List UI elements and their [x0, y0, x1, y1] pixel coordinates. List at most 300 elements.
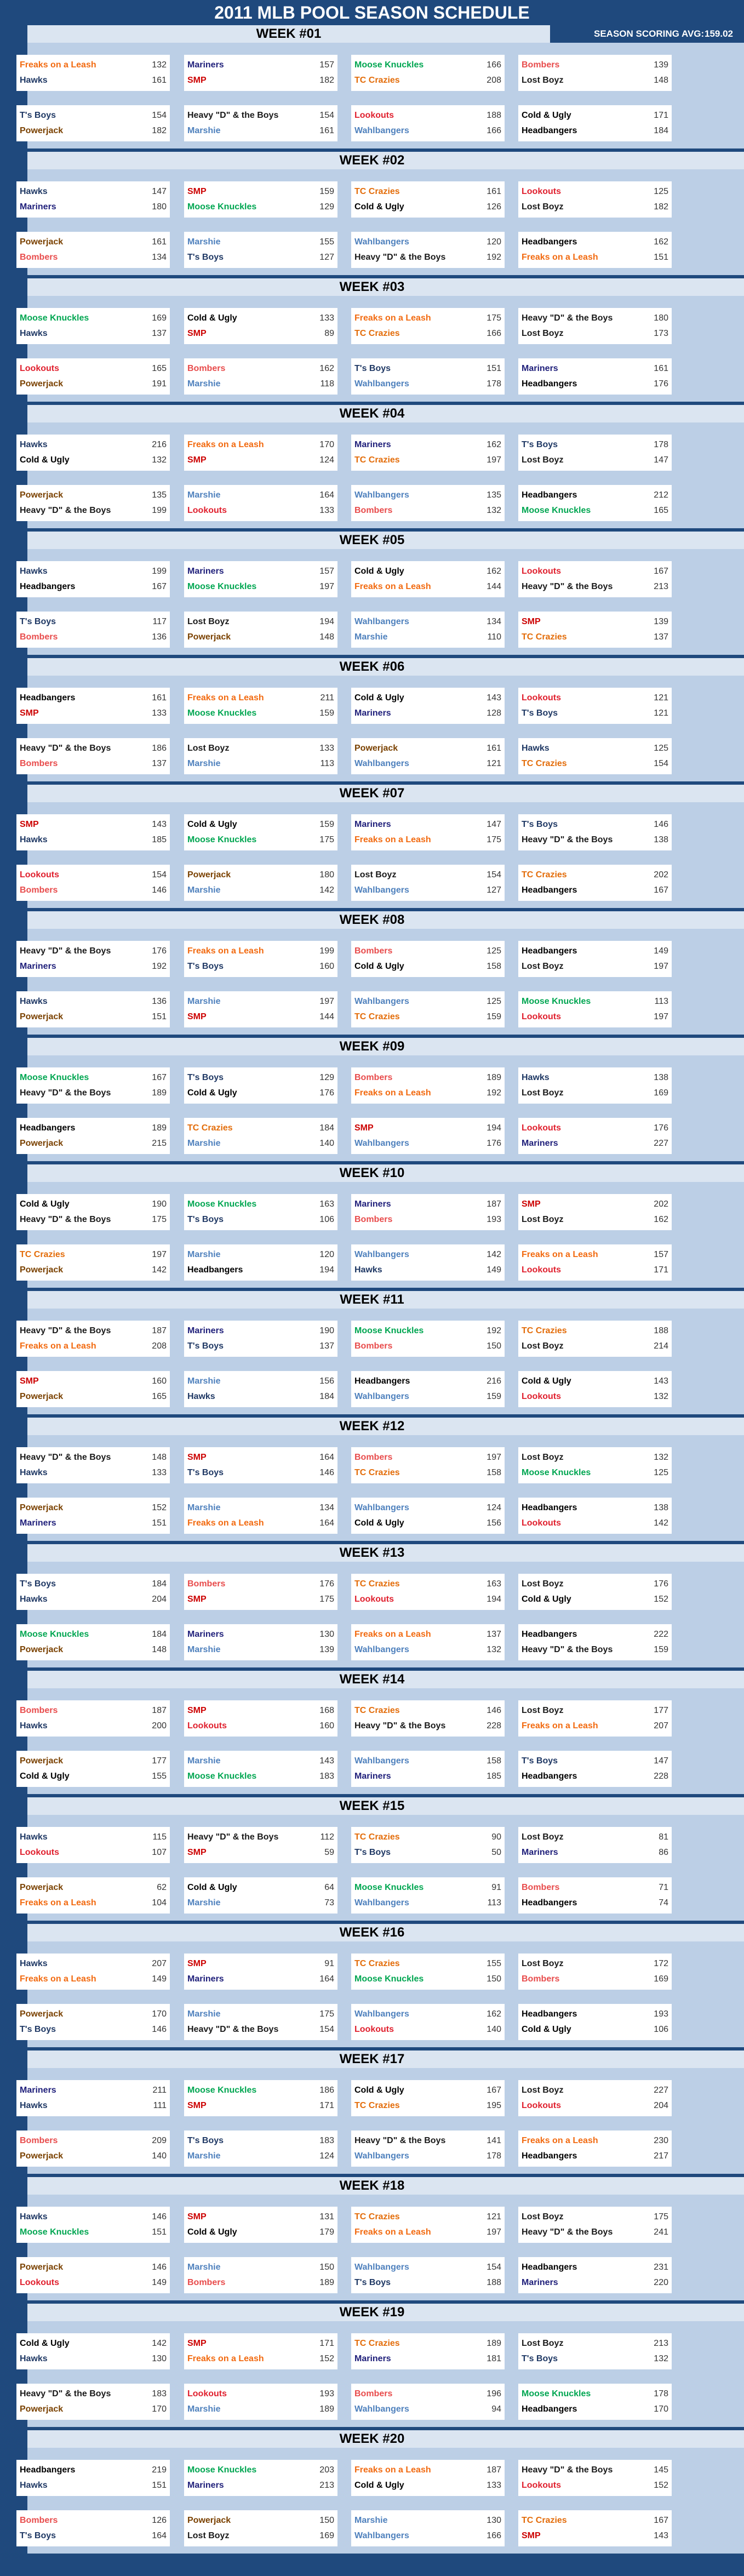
team-name: SMP — [20, 820, 39, 829]
matchup-row — [522, 2351, 668, 2367]
team-score: 130 — [152, 2354, 167, 2363]
matchup-card — [184, 2257, 337, 2293]
team-name: Heavy "D" & the Boys — [20, 744, 111, 753]
team-name: Powerjack — [20, 1756, 64, 1766]
team-score: 133 — [319, 744, 334, 753]
team-name: Wahlbangers — [354, 237, 409, 247]
team-name: TC Crazies — [354, 2101, 400, 2110]
team-score: 176 — [487, 1139, 501, 1148]
team-score: 203 — [319, 2465, 334, 2475]
matchup-row — [187, 564, 334, 579]
matchup-row — [187, 311, 334, 326]
team-name: TC Crazies — [20, 1250, 65, 1259]
team-score: 180 — [152, 202, 167, 212]
matchup-row — [354, 1845, 501, 1860]
team-name: T's Boys — [522, 1756, 558, 1766]
team-name: Headbangers — [522, 2151, 577, 2161]
team-score: 147 — [152, 187, 167, 196]
week-header: WEEK #04 — [27, 405, 744, 422]
team-score: 183 — [152, 2389, 167, 2398]
matchup-card — [16, 1118, 170, 1154]
matchup-row — [20, 1642, 167, 1658]
team-name: Mariners — [354, 2354, 391, 2363]
matchup-card — [16, 1067, 170, 1104]
team-score: 137 — [152, 759, 167, 768]
matchup-card — [351, 688, 505, 724]
team-name: SMP — [187, 455, 207, 465]
matchup-row — [20, 2513, 167, 2528]
team-score: 178 — [487, 379, 501, 389]
team-name: Bombers — [187, 364, 226, 373]
team-score: 121 — [654, 709, 668, 718]
matchup-row — [20, 235, 167, 250]
matchup-card — [351, 1954, 505, 1990]
team-score: 179 — [319, 2227, 334, 2237]
matchup-card — [351, 2257, 505, 2293]
matchup-row — [187, 2336, 334, 2351]
matchup-row — [20, 630, 167, 645]
matchup-row — [20, 453, 167, 468]
team-score: 167 — [152, 1073, 167, 1082]
team-score: 151 — [152, 2227, 167, 2237]
team-name: Lookouts — [20, 2278, 59, 2287]
matchup-row — [522, 1627, 668, 1642]
team-name: Wahlbangers — [354, 490, 409, 500]
team-name: Freaks on a Leash — [354, 1088, 431, 1098]
team-name: Mariners — [354, 820, 391, 829]
matchup-card — [351, 561, 505, 597]
team-name: Lost Boyz — [522, 1959, 564, 1968]
team-name: Lost Boyz — [522, 1579, 564, 1589]
matchup-card — [184, 2207, 337, 2243]
team-name: Lookouts — [522, 1392, 561, 1401]
team-name: TC Crazies — [354, 455, 400, 465]
matchup-row — [20, 58, 167, 73]
team-score: 141 — [487, 2136, 501, 2145]
team-score: 172 — [654, 1959, 668, 1968]
matchup-row — [20, 2133, 167, 2149]
team-score: 164 — [152, 2531, 167, 2540]
matchup-card — [16, 181, 170, 218]
team-name: Lookouts — [522, 693, 561, 702]
team-name: Marshie — [187, 1376, 221, 1386]
team-name: Bombers — [522, 1974, 560, 1984]
team-name: Moose Knuckles — [20, 2227, 89, 2237]
team-name: Heavy "D" & the Boys — [522, 582, 613, 591]
team-score: 169 — [654, 1974, 668, 1984]
matchup-row — [522, 1070, 668, 1086]
matchup-row — [187, 2478, 334, 2493]
team-score: 208 — [152, 1341, 167, 1351]
team-name: Wahlbangers — [354, 2009, 409, 2019]
team-score: 228 — [654, 1772, 668, 1781]
matchup-row — [522, 690, 668, 706]
matchup-row — [354, 199, 501, 215]
team-name: Moose Knuckles — [187, 582, 257, 591]
team-score: 111 — [153, 2101, 167, 2110]
team-score: 138 — [654, 1503, 668, 1512]
team-score: 134 — [152, 253, 167, 262]
team-name: Cold & Ugly — [20, 455, 70, 465]
team-name: T's Boys — [20, 2531, 56, 2540]
team-score: 137 — [654, 632, 668, 642]
matchup-card — [16, 1624, 170, 1660]
team-name: SMP — [20, 709, 39, 718]
team-score: 89 — [324, 329, 334, 338]
team-name: Powerjack — [187, 870, 231, 879]
team-name: Cold & Ugly — [187, 1883, 237, 1892]
matchup-row — [354, 73, 501, 88]
team-score: 159 — [487, 1392, 501, 1401]
team-score: 155 — [319, 237, 334, 247]
matchup-row — [187, 2386, 334, 2402]
team-score: 177 — [654, 1706, 668, 1715]
team-score: 166 — [487, 329, 501, 338]
team-name: T's Boys — [187, 1073, 224, 1082]
team-score: 200 — [152, 1721, 167, 1730]
matchup-row — [522, 2098, 668, 2114]
matchup-card — [351, 2131, 505, 2167]
matchup-row — [20, 1516, 167, 1531]
matchup-row — [354, 2513, 501, 2528]
team-score: 94 — [491, 2404, 501, 2414]
team-name: Powerjack — [20, 1265, 64, 1275]
matchup-card — [518, 181, 672, 218]
team-name: Wahlbangers — [354, 1756, 409, 1766]
matchup-card — [184, 485, 337, 521]
matchup-row — [354, 1009, 501, 1025]
team-score: 124 — [319, 2151, 334, 2161]
team-score: 121 — [487, 2212, 501, 2221]
matchup-card — [518, 865, 672, 901]
week-header: WEEK #08 — [27, 911, 744, 929]
team-score: 64 — [324, 1883, 334, 1892]
team-score: 115 — [152, 1832, 167, 1842]
team-name: Hawks — [20, 2212, 48, 2221]
team-name: Freaks on a Leash — [187, 1518, 264, 1528]
team-name: SMP — [20, 1376, 39, 1386]
matchup-row — [187, 1009, 334, 1025]
team-score: 151 — [152, 1012, 167, 1021]
matchup-row — [20, 437, 167, 453]
team-name: Hawks — [20, 1595, 48, 1604]
week-header: WEEK #01 — [27, 25, 550, 43]
matchup-row — [187, 2007, 334, 2022]
team-score: 213 — [654, 2339, 668, 2348]
matchup-row — [522, 199, 668, 215]
team-name: Cold & Ugly — [354, 1518, 404, 1528]
team-score: 168 — [319, 1706, 334, 1715]
matchup-row — [522, 1845, 668, 1860]
matchup-card — [184, 738, 337, 774]
team-name: Wahlbangers — [354, 1392, 409, 1401]
team-name: Bombers — [354, 1341, 393, 1351]
team-name: Marshie — [187, 1250, 221, 1259]
team-score: 155 — [152, 1772, 167, 1781]
matchup-row — [20, 1086, 167, 1101]
team-score: 169 — [319, 2531, 334, 2540]
week-header: WEEK #11 — [27, 1291, 744, 1309]
matchup-row — [522, 2260, 668, 2275]
team-name: Marshie — [187, 2404, 221, 2414]
team-score: 164 — [319, 1453, 334, 1462]
team-score: 185 — [152, 835, 167, 844]
matchup-row — [522, 1642, 668, 1658]
team-score: 215 — [152, 1139, 167, 1148]
team-name: Hawks — [20, 76, 48, 85]
team-score: 125 — [654, 187, 668, 196]
matchup-row — [20, 564, 167, 579]
team-name: Headbangers — [522, 946, 577, 956]
team-score: 161 — [487, 744, 501, 753]
matchup-card — [518, 105, 672, 141]
matchup-row — [187, 883, 334, 898]
team-name: Freaks on a Leash — [187, 693, 264, 702]
matchup-card — [184, 232, 337, 268]
matchup-card — [518, 1624, 672, 1660]
team-name: Lookouts — [187, 1721, 227, 1730]
team-score: 143 — [654, 2531, 668, 2540]
matchup-row — [187, 817, 334, 832]
matchup-row — [354, 832, 501, 848]
team-score: 166 — [487, 2531, 501, 2540]
team-name: Hawks — [522, 744, 550, 753]
team-score: 146 — [152, 2025, 167, 2034]
team-score: 167 — [152, 582, 167, 591]
team-score: 157 — [654, 1250, 668, 1259]
matchup-row — [354, 1374, 501, 1389]
team-name: TC Crazies — [354, 2212, 400, 2221]
matchup-card — [16, 941, 170, 977]
team-name: Heavy "D" & the Boys — [354, 253, 446, 262]
matchup-row — [522, 1136, 668, 1151]
team-score: 189 — [152, 1088, 167, 1098]
team-name: Lost Boyz — [522, 2212, 564, 2221]
matchup-row — [20, 1197, 167, 1212]
matchup-row — [522, 756, 668, 772]
team-name: Freaks on a Leash — [20, 60, 96, 70]
team-score: 160 — [152, 1376, 167, 1386]
matchup-row — [20, 959, 167, 974]
matchup-row — [20, 1769, 167, 1784]
team-name: Cold & Ugly — [354, 567, 404, 576]
matchup-row — [354, 1642, 501, 1658]
matchup-card — [184, 2333, 337, 2369]
matchup-row — [20, 1136, 167, 1151]
team-score: 143 — [654, 1376, 668, 1386]
team-score: 191 — [152, 379, 167, 389]
matchup-row — [354, 1753, 501, 1769]
team-score: 211 — [320, 693, 334, 702]
team-name: Lookouts — [522, 2481, 561, 2490]
matchup-row — [522, 488, 668, 503]
matchup-row — [522, 1500, 668, 1516]
team-name: T's Boys — [187, 1215, 224, 1224]
matchup-row — [522, 1880, 668, 1895]
team-score: 197 — [487, 455, 501, 465]
matchup-row — [354, 1389, 501, 1404]
team-score: 178 — [654, 2389, 668, 2398]
team-score: 125 — [654, 744, 668, 753]
team-name: Freaks on a Leash — [522, 2136, 598, 2145]
team-score: 137 — [152, 329, 167, 338]
matchup-card — [184, 688, 337, 724]
page-title: 2011 MLB POOL SEASON SCHEDULE — [214, 3, 530, 22]
matchup-row — [354, 944, 501, 959]
team-score: 150 — [319, 2263, 334, 2272]
matchup-card — [518, 1447, 672, 1483]
matchup-row — [522, 2209, 668, 2225]
week-block — [20, 1164, 744, 1288]
matchup-row — [187, 944, 334, 959]
team-name: Heavy "D" & the Boys — [20, 1215, 111, 1224]
team-name: Bombers — [20, 2136, 58, 2145]
matchup-row — [20, 1247, 167, 1263]
team-score: 113 — [487, 1898, 501, 1907]
team-name: Headbangers — [20, 693, 76, 702]
team-score: 130 — [487, 2516, 501, 2525]
week-block — [20, 152, 744, 275]
team-score: 193 — [654, 2009, 668, 2019]
team-name: Headbangers — [522, 237, 577, 247]
team-name: Hawks — [20, 440, 48, 449]
matchup-card — [518, 1371, 672, 1407]
matchup-row — [20, 1009, 167, 1025]
matchup-row — [20, 250, 167, 265]
week-header: WEEK #05 — [27, 532, 744, 549]
team-score: 166 — [487, 60, 501, 70]
week-header: WEEK #17 — [27, 2050, 744, 2068]
team-score: 180 — [319, 870, 334, 879]
team-score: 178 — [654, 440, 668, 449]
team-name: Hawks — [20, 2481, 48, 2490]
matchup-row — [354, 2386, 501, 2402]
team-name: Moose Knuckles — [522, 1468, 591, 1477]
team-score: 154 — [319, 111, 334, 120]
team-name: Moose Knuckles — [522, 997, 591, 1006]
team-score: 207 — [654, 1721, 668, 1730]
matchup-card — [184, 1827, 337, 1863]
team-score: 167 — [654, 886, 668, 895]
matchup-card — [518, 612, 672, 648]
team-name: SMP — [187, 2101, 207, 2110]
matchup-card — [518, 1954, 672, 1990]
matchup-row — [187, 614, 334, 630]
team-score: 134 — [319, 1503, 334, 1512]
team-score: 148 — [152, 1645, 167, 1654]
matchup-row — [522, 1450, 668, 1465]
matchup-row — [187, 959, 334, 974]
team-score: 162 — [654, 237, 668, 247]
team-name: Heavy "D" & the Boys — [522, 835, 613, 844]
team-score: 159 — [487, 1012, 501, 1021]
matchup-card — [351, 738, 505, 774]
team-score: 211 — [152, 2086, 167, 2095]
matchup-row — [20, 1895, 167, 1911]
team-name: TC Crazies — [354, 1012, 400, 1021]
team-score: 127 — [487, 886, 501, 895]
matchup-card — [351, 181, 505, 218]
week-block — [20, 2177, 744, 2300]
team-name: Powerjack — [20, 2009, 64, 2019]
matchup-row — [187, 1516, 334, 1531]
matchup-row — [354, 1577, 501, 1592]
team-score: 140 — [319, 1139, 334, 1148]
team-score: 199 — [319, 946, 334, 956]
team-name: Mariners — [354, 440, 391, 449]
matchup-row — [354, 867, 501, 883]
matchup-card — [16, 814, 170, 850]
team-score: 189 — [487, 2339, 501, 2348]
week-block — [20, 2304, 744, 2427]
matchup-row — [354, 1465, 501, 1481]
team-score: 150 — [487, 1974, 501, 1984]
matchup-row — [187, 503, 334, 518]
matchup-row — [187, 832, 334, 848]
team-score: 136 — [152, 997, 167, 1006]
team-name: Heavy "D" & the Boys — [522, 313, 613, 323]
matchup-card — [184, 358, 337, 395]
team-score: 165 — [654, 506, 668, 515]
matchup-card — [184, 435, 337, 471]
matchup-row — [354, 123, 501, 139]
matchup-card — [184, 1700, 337, 1737]
team-score: 171 — [319, 2339, 334, 2348]
team-name: SMP — [522, 1200, 541, 1209]
matchup-card — [16, 1700, 170, 1737]
team-score: 135 — [487, 490, 501, 500]
matchup-row — [522, 1323, 668, 1339]
matchup-row — [354, 2478, 501, 2493]
team-score: 227 — [654, 2086, 668, 2095]
matchup-card — [351, 941, 505, 977]
matchup-card — [518, 1321, 672, 1357]
matchup-card — [16, 232, 170, 268]
matchup-row — [20, 1500, 167, 1516]
matchup-row — [20, 867, 167, 883]
matchup-row — [20, 2209, 167, 2225]
matchup-row — [354, 1070, 501, 1086]
matchup-row — [20, 199, 167, 215]
team-score: 142 — [319, 886, 334, 895]
matchup-row — [20, 108, 167, 123]
matchup-card — [184, 1194, 337, 1230]
team-score: 112 — [320, 1832, 334, 1842]
matchup-row — [522, 2022, 668, 2037]
team-score: 106 — [654, 2025, 668, 2034]
team-name: Moose Knuckles — [187, 2465, 257, 2475]
team-score: 130 — [319, 1630, 334, 1639]
team-score: 152 — [319, 2354, 334, 2363]
matchup-row — [20, 706, 167, 721]
team-name: Lost Boyz — [522, 329, 564, 338]
team-name: TC Crazies — [522, 1326, 567, 1335]
matchup-card — [351, 2080, 505, 2116]
matchup-card — [351, 991, 505, 1027]
team-name: Hawks — [187, 1392, 215, 1401]
team-name: Lost Boyz — [522, 962, 564, 971]
matchup-card — [518, 941, 672, 977]
matchup-card — [518, 1827, 672, 1863]
matchup-row — [20, 994, 167, 1009]
matchup-card — [184, 1751, 337, 1787]
team-name: Moose Knuckles — [522, 506, 591, 515]
team-name: Lookouts — [354, 1595, 394, 1604]
team-score: 132 — [654, 1392, 668, 1401]
team-name: T's Boys — [187, 1468, 224, 1477]
matchup-row — [354, 2260, 501, 2275]
matchup-row — [187, 2149, 334, 2164]
